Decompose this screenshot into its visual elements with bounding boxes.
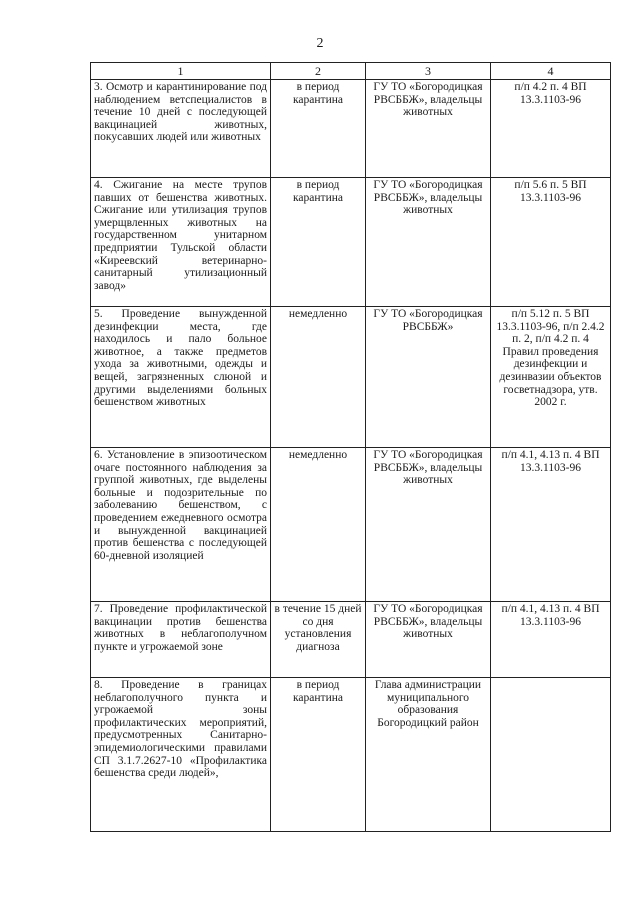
measure-reference-cell: п/п 4.1, 4.13 п. 4 ВП 13.3.1103-96 bbox=[491, 448, 611, 602]
measure-action-cell: 6. Установление в эпизоотическом очаге постоянного наблюдения за группой животных, где выделены больные и подозрительные по заболеванию бешенством, с проведением ежедневного осмотра и вынужденной вакцинацией против бешенства с последующей 60-дневной изоляцией bbox=[91, 448, 271, 602]
measure-responsible-cell: ГУ ТО «Богородицкая РВСББЖ», владельцы животных bbox=[366, 448, 491, 602]
measure-action-cell: 5. Проведение вынужденной дезинфекции места, где находилось и пало больное животное, а также предметов ухода за животными, одежды и вещей, загрязненных слюной и другими выделениями больных бешенством животных bbox=[91, 307, 271, 448]
measure-term-cell: в период карантина bbox=[271, 80, 366, 178]
page-number: 2 bbox=[316, 36, 324, 51]
column-header-4: 4 bbox=[491, 63, 611, 80]
measure-responsible-cell: ГУ ТО «Богородицкая РВСББЖ», владельцы животных bbox=[366, 602, 491, 678]
table-row bbox=[91, 448, 611, 602]
measure-responsible-cell: Глава администрации муниципального образования Богородицкий район bbox=[366, 678, 491, 832]
measure-term-cell: немедленно bbox=[271, 448, 366, 602]
measure-reference-cell bbox=[491, 678, 611, 832]
table-row bbox=[91, 307, 611, 448]
measure-responsible-cell: ГУ ТО «Богородицкая РВСББЖ» bbox=[366, 307, 491, 448]
measure-responsible-cell: ГУ ТО «Богородицкая РВСББЖ», владельцы животных bbox=[366, 80, 491, 178]
table-header-row bbox=[91, 63, 611, 80]
measure-term-cell: в период карантина bbox=[271, 178, 366, 307]
measure-reference-cell: п/п 5.6 п. 5 ВП 13.3.1103-96 bbox=[491, 178, 611, 307]
measure-action-cell: 3. Осмотр и карантинирование под наблюдением ветспециалистов в течение 10 дней с последующей вакцинацией животных, покусавших людей или животных bbox=[91, 80, 271, 178]
measure-responsible-cell: ГУ ТО «Богородицкая РВСББЖ», владельцы животных bbox=[366, 178, 491, 307]
column-header-2: 2 bbox=[271, 63, 366, 80]
measure-action-cell: 7. Проведение профилактической вакцинации против бешенства животных в неблагополучном пункте и угрожаемой зоне bbox=[91, 602, 271, 678]
measure-term-cell: немедленно bbox=[271, 307, 366, 448]
measures-table bbox=[90, 62, 611, 832]
measure-term-cell: в течение 15 дней со дня установления диагноза bbox=[271, 602, 366, 678]
table-row bbox=[91, 602, 611, 678]
measure-term-cell: в период карантина bbox=[271, 678, 366, 832]
table-row bbox=[91, 80, 611, 178]
measure-reference-cell: п/п 4.2 п. 4 ВП 13.3.1103-96 bbox=[491, 80, 611, 178]
measure-reference-cell: п/п 4.1, 4.13 п. 4 ВП 13.3.1103-96 bbox=[491, 602, 611, 678]
table-row bbox=[91, 178, 611, 307]
measure-action-cell: 8. Проведение в границах неблагополучного пункта и угрожаемой зоны профилактических мероприятий, предусмотренных Санитарно-эпидемиологическими правилами СП 3.1.7.2627-10 «Профилактика бешенства среди людей», bbox=[91, 678, 271, 832]
measure-reference-cell: п/п 5.12 п. 5 ВП 13.3.1103-96, п/п 2.4.2 п. 2, п/п 4.2 п. 4 Правил проведения дезинфекции и дезинвазии объектов госветнадзора, утв. 2002 г. bbox=[491, 307, 611, 448]
column-header-1: 1 bbox=[91, 63, 271, 80]
column-header-3: 3 bbox=[366, 63, 491, 80]
table-row bbox=[91, 678, 611, 832]
measure-action-cell: 4. Сжигание на месте трупов павших от бешенства животных. Сжигание или утилизация трупов умерщвленных животных на государственном унитарном предприятии Тульской области «Киреевский ветеринарно-санитарный утилизационный завод» bbox=[91, 178, 271, 307]
